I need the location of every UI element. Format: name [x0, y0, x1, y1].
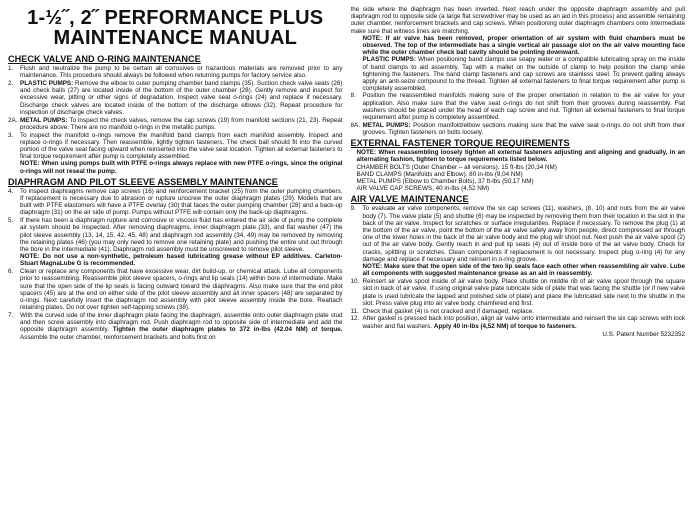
list-item: 4. To inspect diaphragms remove cap screws (16) and reinforcement bracket (25) from the outer pumping chambers. If replacement is necessary due to abrasion or rupture unscrew the outer diaphragm plates (29). Models that are built with PTFE elastomers will have a PTFE overlay (30) that faces the outer pumping chamber (28) and a back-up diaphragm (31) on the air side of pump. Pumps without PTFE will contain only the back-up diaphragms.: [8, 187, 343, 217]
list-item: 12. After gasket is pressed back into position, align air valve onto intermediate and reinsert the six cap screws with lock washer and flat washers. Apply 40 in-lbs (4,52 NM) of torque to fasteners.: [350, 315, 685, 330]
list-item: 8. Position the reassembled manifolds making sure of the proper orientation in relation to the air valve for your application. Also make sure that the valve seat o-rings do not shift from their grooves during reassembly. Flat washers should be placed under the head of each cap screw and nut. Tighten all external fasteners to final torque requirement after pump is completely assembled.: [350, 92, 685, 122]
ptfe-note: NOTE: When using pumps built with PTFE o-rings always replace with new PTFE o-rings, since the original o-rings will not reseal the pump.: [20, 160, 343, 175]
grease-note: NOTE: Do not use a non-synthetic, petroleum based lubricating grease without EP additives. Carleton-Stuart MagnaLube G is recommended.: [20, 253, 343, 268]
torque-note: NOTE: When reassembling loosely tighten all external fasteners adjusting and aligning and gradually, in an alternating fashion, tighten to torque requirements listed below.: [356, 149, 685, 164]
check-valve-list: [8, 65, 343, 175]
page-title: 1-½˝, 2˝ PERFORMANCE PLUS MAINTENANCE MANUAL: [27, 7, 324, 49]
list-item: 2. PLASTIC PUMPS: Remove the elbow to outer pumping chamber band clamps (35). Suction check valve seats (26) and check balls (27) are located inside of the bottom of the outer chamber (28). Gently remove and inspect for excessive wear, pitting or other signs of degradation. Inspect valve seat o-rings (24) and replace if necessary. Discharge check valves are located inside of the bottom of the discharge elbows (32). Repeat procedure for inspection of discharge check valves.: [8, 80, 343, 116]
air-valve-note: NOTE: If air valve has been removed, proper orientation of air system with fluid chambers must be observed. The top of the intermediate has a single vertical air passage slot on the air valve mounting face while the outer chamber check ball cavity should be pointing downward.: [362, 34, 685, 57]
lip-seal-note: NOTE: Make sure that the open side of the two lip seals face each other when reassembling air valve. Lube all components with suggested maintenance grease as an aid in reassembly.: [362, 263, 685, 278]
list-item: 3. To inspect the manifold o-rings remove the manifold band clamps from each manifold assembly. Inspect and replace o-rings if necessary. Then reassemble, lightly tighten fasteners. The check ball should fit into the curved portion of the valve seat facing upward when reinserted into the valve seat location. Tighten all external fasteners to final torque requirement after pump is completely assembled. NOTE: When using pumps built with PTFE o-rings always replace with new PTFE o-rings, since the original o-rings will not reseal the pump.: [8, 131, 343, 175]
reassembly-list: [351, 92, 686, 136]
torque-section: [351, 149, 686, 192]
torque-item: AIR VALVE CAP SCREWS, 40 in-lbs (4,52 NM): [356, 185, 490, 193]
left-column: [8, 6, 343, 523]
list-item: 8A. METAL PUMPS: Position manifold/elbow sections making sure that the valve seat o-rings do not shift from their grooves. Tighten fasteners on bolts loosely.: [350, 121, 685, 137]
right-column: the side where the diaphragm has been inverted. Next reach under the opposite diaphragm assembly and pull diaphragm rod to opposite side (a large flat screwdriver may be used as an aid in this process) and assemble remaining outer chamber, reinforcement brackets and cap screws. When positioning outer diaphragm chambers onto intermediate make sure that witness lines are matching. NOTE: If air valve has been removed, proper orientation of air system with fluid chambers must be observed. The top of the intermediate has a single vertical air passage slot on the air valve mounting face while the outer chamber check ball cavity should be pointing downward. PLASTIC PUMPS: When positioning band clamps use soapy water or a compatible lubricating spray on the inside of band clamps to aid assembly. Tap with a mallet on the outside of clamp to help position the clamp while tightening the fasteners. The band clamp fasteners and cap screws are stainless steel. To prevent galling always apply an anti-seize compound to the thread. Tighten all external fasteners to final torque requirement after pump is completely assembled. 8. Position the reassembled manifolds making sure of the proper orientation in relation to the air valve for your application. Also make sure that the valve seat o-rings do not shift from their grooves during reassembly. Flat washers should be placed under the head of each cap screw and nut. Tighten all external fasteners to final torque requirement after pump is completely assembled. 8A. METAL PUMPS: Position manifold/elbow sections making sure that the valve seat o-rings do not shift from their grooves. Tighten fasteners on bolts loosely. EXTERNAL FASTENER TORQUE REQUIREMENTS NOTE: When reassembling loosely tighten all external fasteners adjusting and aligning and gradually, in an alternating fashion, tighten to torque requirements listed below. CHAMBER BOLTS (Outer Chamber – all versions), 15 ft-lbs (20,34 NM) BAND CLAMPS (Manifolds and Elbow), 80 in-lbs (9,04 NM) METAL PUMPS (Elbow to Chamber Bolts), 37 ft-lbs (50,17 NM) AIR VALVE CAP SCREWS, 40 in-lbs (4,52 NM) AIR VALVE MAINTENANCE 9. To evaluate air valve components, remove the six cap screws (11), washers, (8, 10) and nuts from the air valve body (7). The valve plate (5) and shuttle (6) may be inspected by removing them from their location in the slot in the back of the air valve. Inspect for scratches or surface irregularities. Replace if necessary. To remove the plug (1) at the bottom of the air valve, point the bottom of the air valve safely away from people, direct compressed air through one of the lower holes in the back of the air valve body and the plug will shoot out. Next push the air valve spool (2) out of the air valve body. Gently reach in and pull lip seals (4) out of inside bore of the air valve body. Check for cracks, splitting or scratches. Clean components if replacement is not necessary. Inspect plug o-ring (4) for any damage and replace if necessary and reinsert in o-ring groove. NOTE: Make sure that the open side of the two lip seals face each other when reassembling air valve. Lube all components with suggested maintenance grease as an aid in reassembly. 10. Reinsert air valve spool inside of air valve body. Place shuttle on middle rib of air valve spool through the square slot in back of air valve. If using original valve plate lubricate side of plate that was facing the shuttle (or if new valve plate is used lubricate the lapped and polished side of plate) and place the lubricated side next to the shuttle in the slot. Press valve plug into air valve body, chamfered end first. 11. Check that gasket (4) is not cracked and if damaged, replace. 12. After gasket is pressed back into position, align air valve onto intermediate and reinsert the six cap screws with lock washer and flat washers. Apply 40 in-lbs (4,52 NM) of torque to fasteners. U.S. Patent Number 5232352: [350, 6, 685, 338]
list-item: 10. Reinsert air valve spool inside of air valve body. Place shuttle on middle rib of air valve spool through the square slot in back of air valve. If using original valve plate lubricate side of plate that was facing the shuttle (or if new valve plate is used lubricate the lapped and polished side of plate) and place the lubricated side next to the shuttle in the slot. Press valve plug into air valve body, chamfered end first.: [350, 278, 685, 307]
diaphragm-list: [8, 188, 343, 341]
air-valve-list: [351, 205, 686, 329]
patent-number: U.S. Patent Number 5232352: [602, 330, 685, 338]
continued-text: the side where the diaphragm has been inverted. Next reach under the opposite diaphragm assembly and pull diaphragm rod to opposite side (a large flat screwdriver may be used as an aid in this process) and assemble remaining outer chamber, reinforcement brackets and cap screws. When positioning outer diaphragm chambers onto intermediate make sure that witness lines are matching.: [350, 6, 685, 35]
torque-item: METAL PUMPS (Elbow to Chamber Bolts), 37 ft-lbs (50,17 NM): [356, 178, 534, 186]
list-item: 11. Check that gasket (4) is not cracked and if damaged, replace.: [350, 307, 535, 315]
list-item: 9. To evaluate air valve components, remove the six cap screws (11), washers, (8, 10) and nuts from the air valve body (7). The valve plate (5) and shuttle (6) may be inspected by removing them from their location in the slot in the back of the air valve. Inspect for scratches or surface irregularities. Replace if necessary. To remove the plug (1) at the bottom of the air valve, point the bottom of the air valve safely away from people, direct compressed air through one of the lower holes in the back of the air valve body and the plug will shoot out. Next push the air valve spool (2) out of the air valve body. Gently reach in and pull lip seals (4) out of inside bore of the air valve body. Check for cracks, splitting or scratches. Clean components if replacement is not necessary. Inspect plug o-ring (4) for any damage and replace if necessary and reinsert in o-ring groove. NOTE: Make sure that the open side of the two lip seals face each other when reassembling air valve. Lube all components with suggested maintenance grease as an aid in reassembly.: [350, 205, 685, 278]
list-item: 7. With the curved side of the inner diaphragm plate facing the diaphragm, assemble onto outer diaphragm plate stud and then screw assembly into diaphragm rod. Push diaphragm rod to opposite side of intermediate and add the opposite diaphragm assembly. Tighten the outer diaphragm plates to 372 in-lbs (42.04 NM) of torque. Assemble the outer chamber, reinforcement brackets and bolts first on: [8, 312, 343, 341]
torque-heading: EXTERNAL FASTENER TORQUE REQUIREMENTS: [350, 138, 570, 149]
list-item: 6. Clean or replace any components that have excessive wear, dirt build-up, or chemical attack. Lube all components prior to reassembling. Reassemble pilot sleeve spacers, o-rings and lip seals (14) within bore of intermediate. Make sure that the open side of the lip seals is facing outward toward the diaphragms. Also make sure that the end pilot spacers (45) are at the end on either side of the pilot sleeve assembly and all inner spacers (48) are separated by o-rings. Next carefully insert the diaphragm rod assembly with pilot sleeve assembly inside the bore. Reattach retaining plates. Do not over tighten self-tapping screws (38).: [8, 268, 343, 312]
list-item: 2A. METAL PUMPS: To inspect the check valves, remove the cap screws (19) from manifold sections (21, 23). Repeat procedure above. There are no manifold o-rings in the metallic pumps.: [8, 116, 343, 131]
torque-item: CHAMBER BOLTS (Outer Chamber – all versions), 15 ft-lbs (20,34 NM): [356, 163, 557, 171]
diaphragm-heading: DIAPHRAGM AND PILOT SLEEVE ASSEMBLY MAINTENANCE: [8, 176, 278, 187]
check-valve-heading: CHECK VALVE AND O-RING MAINTENANCE: [8, 54, 201, 64]
air-valve-heading: AIR VALVE MAINTENANCE: [350, 194, 469, 205]
torque-item: BAND CLAMPS (Manifolds and Elbow), 80 in-lbs (9,04 NM): [356, 170, 523, 178]
list-item: 5. If there has been a diaphragm rupture and corrosive or viscous fluid has entered the air side of pump the complete air system should be inspected. After removing diaphragms, inner diaphragm plate (33), and flat washer (47) the pilot sleeve assembly (13, 14, 15, 42, 45, 48) and diaphragm rod assembly (34, 49) may be removed by removing the retaining plates (46) (you may only need to remove one retaining plate) and pushing the entire unit out through the bore in the intermediate (41). Diaphragm rod assembly must be unscrewed to remove pilot sleeve. NOTE: Do not use a non-synthetic, petroleum based lubricating grease without EP additives. Carleton-Stuart MagnaLube G is recommended.: [8, 217, 343, 268]
list-item: 1. Flush and neutralize the pump to be certain all corrosives or hazardous materials are removed prior to any maintenance. This procedure should always be followed when returning pumps for factory service also.: [8, 65, 343, 80]
